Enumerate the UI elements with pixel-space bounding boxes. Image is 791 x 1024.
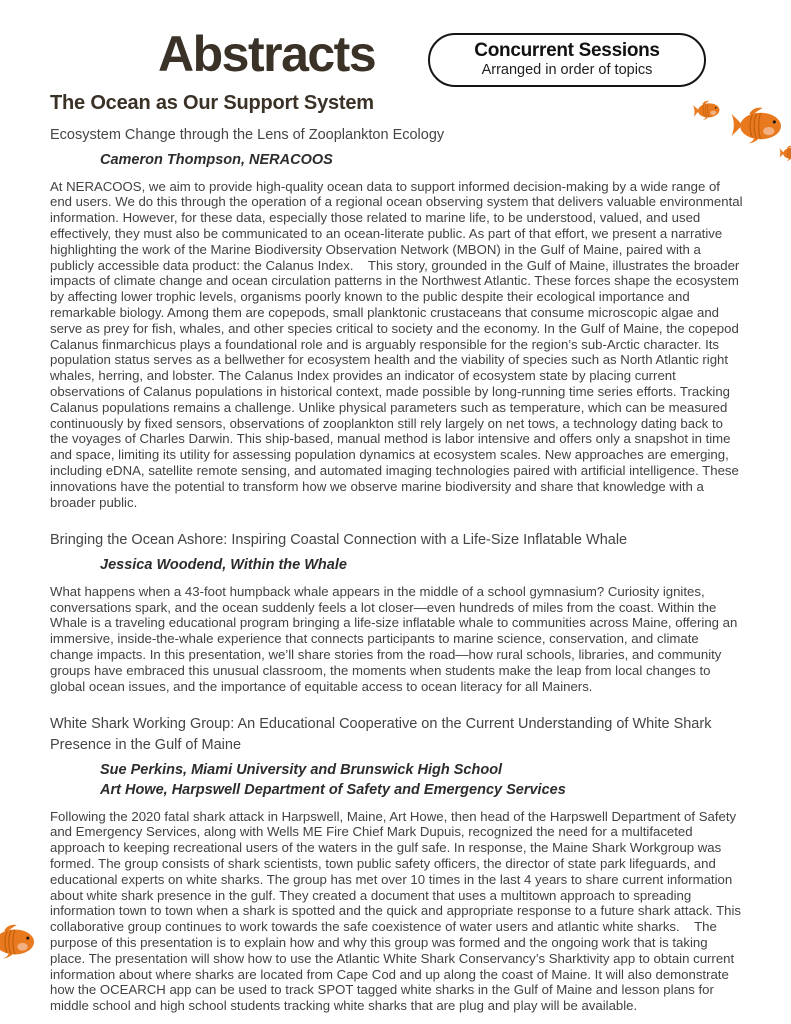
abstract-authors bbox=[100, 555, 744, 575]
content-area bbox=[50, 92, 747, 1014]
abstract-white-shark bbox=[50, 714, 744, 1014]
abstract-body: What happens when a 43-foot humpback whale appears in the middle of a school gymnasium? Curiosity ignites, conversations spark, and the ocean suddenly feels a lot closer—even hundreds of miles from the coast. Within the Whale is a traveling educational program bringing a life-size inflatable whale to communities across Maine, offering an immersive, inside-the-whale experience that connects participants to marine science, conservation, and climate change impacts. In this presentation, we’ll share stories from the road—how rural schools, libraries, and community groups have embraced this unusual classroom, the moments when students make the leap from local changes to global ocean issues, and the importance of equitable access to ocean literacy for all Mainers. bbox=[50, 583, 741, 694]
author-line: Sue Perkins, Miami University and Brunswick High School bbox=[100, 761, 503, 778]
abstract-title: Bringing the Ocean Ashore: Inspiring Coastal Connection with a Life-Size Inflatable Whale bbox=[50, 532, 628, 549]
author-line: Jessica Woodend, Within the Whale bbox=[100, 556, 347, 573]
abstract-body: At NERACOOS, we aim to provide high-quality ocean data to support informed decision-making by a wide range of end users. We do this through the operation of a regional ocean observing system that delivers valuable environmental information. However, for these data, especially those related to marine life, to be understood, valued, and used effectively, they must also be communicated to an ocean-literate public. As part of that effort, we present a narrative highlighting the work of the Marine Biodiversity Observation Network (MBON) in the Gulf of Maine, paired with a publicly accessible data product: the Calanus Index. This story, grounded in the Gulf of Maine, illustrates the broader impacts of climate change and ocean circulation patterns in the Northwest Atlantic. These forces shape the ecosystem by affecting lower trophic levels, organisms poorly known to the public despite their ecological importance and remarkable biology. Among them are copepods, small planktonic crustaceans that consume microscopic algae and serve as prey for fish, whales, and other species critical to society and the economy. In the Gulf of Maine, the copepod Calanus finmarchicus plays a foundational role and is arguably responsible for the region’s sub-Arctic character. Its population status serves as a bellwether for ecosystem health and the viability of species such as North Atlantic right whales, herring, and lobster. The Calanus Index provides an indicator of ecosystem state by placing current observations of Calanus populations in historical context, made possible by long-running time series efforts. Tracking Calanus populations remains a challenge. Unlike physical parameters such as temperature, which can be measured continuously by fixed sensors, observations of zooplankton still rely largely on net tows, a technology dating back to the voyages of Charles Darwin. This ship-based, manual method is labor intensive and offers only a snapshot in time and space, limiting its utility for assessing population dynamics at ecosystem scales. New approaches are emerging, including eDNA, satellite remote sensing, and automated imaging technologies paired with artificial intelligence. These innovations have the potential to transform how we observe marine biodiversity and share that knowledge with a broader public. bbox=[50, 178, 747, 510]
abstract-authors bbox=[100, 150, 744, 170]
badge-subtitle: Arranged in order of topics bbox=[481, 62, 653, 79]
abstract-authors bbox=[100, 760, 744, 800]
author-line: Art Howe, Harpswell Department of Safety and Emergency Services bbox=[100, 781, 566, 798]
badge-title: Concurrent Sessions bbox=[474, 40, 660, 62]
author-line: Cameron Thompson, NERACOOS bbox=[100, 151, 333, 168]
abstract-body: Following the 2020 fatal shark attack in Harpswell, Maine, Art Howe, then head of the Harpswell Department of Safety and Emergency Services, along with Wells ME Fire Chief Mark Dupuis, recognized the need for a multifaceted approach to keeping recreational users of the waters in the gulf safe. In response, the Maine Shark Workgroup was formed. The group consists of shark scientists, town public safety officers, the director of state park lifeguards, and educational experts on white sharks. The group has met over 10 times in the last 4 years to share current information about white shark presence in the gulf. They created a document that uses a multitown approach to spreading information town to town when a shark is spotted and the quick and appropriate response to a future shark attack. This collaborative group continues to work towards the safe coexistence of water users and atlantic white sharks. The purpose of this presentation is to explain how and why this group was formed and the ongoing work that is taking place. The presentation will show how to use the Atlantic White Shark Conservancy’s Sharktivity app to obtain current information about where sharks are located from Cape Cod and up along the coast of Maine. It will also demonstrate how the OCEARCH app can be used to track SPOT tagged white sharks in the Gulf of Maine and lesson plans for middle school and high school students tracking white sharks that are plug and play will be available. bbox=[50, 808, 745, 1014]
page-title: Abstracts bbox=[158, 26, 376, 82]
concurrent-sessions-badge bbox=[428, 33, 706, 87]
abstract-title: White Shark Working Group: An Educational Cooperative on the Current Understanding of White Shark Presence in the Gulf of Maine bbox=[50, 716, 712, 754]
fish-icon bbox=[0, 923, 35, 959]
section-heading: The Ocean as Our Support System bbox=[50, 92, 374, 114]
abstract-zooplankton bbox=[50, 125, 747, 510]
abstract-inflatable-whale bbox=[50, 530, 744, 694]
abstract-title: Ecosystem Change through the Lens of Zooplankton Ecology bbox=[50, 127, 445, 143]
fish-icon bbox=[779, 145, 791, 161]
